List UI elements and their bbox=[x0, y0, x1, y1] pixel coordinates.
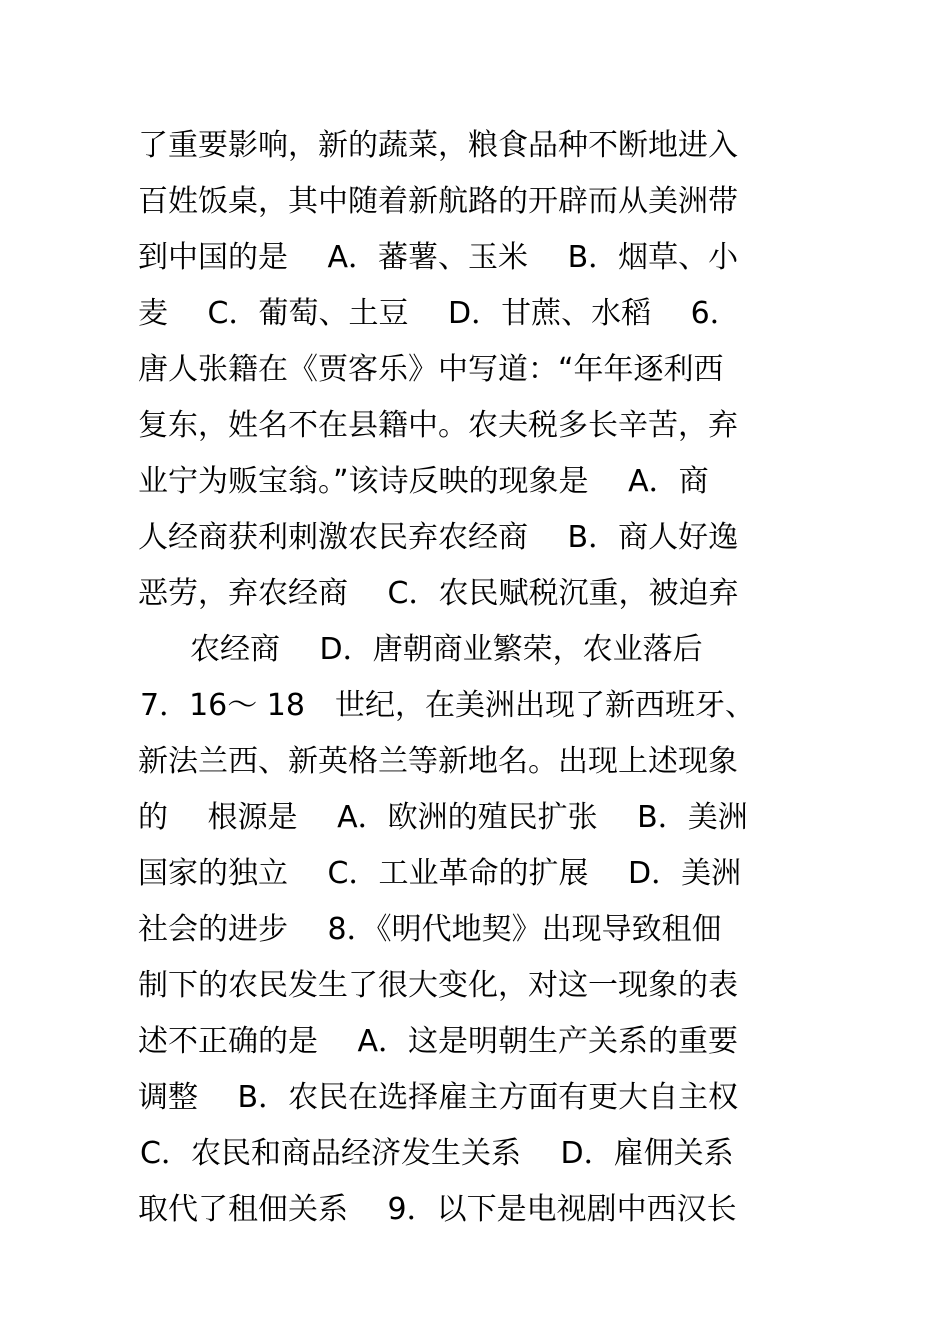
text-line-20: 取代了租佃关系 9．以下是电视剧中西汉长 bbox=[138, 1192, 737, 1227]
question-text-block bbox=[138, 118, 838, 1238]
text-line-13: 的 根源是 A．欧洲的殖民扩张 B．美洲 bbox=[138, 800, 748, 835]
text-line-14: 国家的独立 C．工业革命的扩展 D．美洲 bbox=[138, 856, 742, 891]
text-line-6: 复东，姓名不在县籍中。农夫税多长辛苦，弃 bbox=[138, 408, 738, 443]
text-line-17: 述不正确的是 A．这是明朝生产关系的重要 bbox=[138, 1024, 739, 1059]
text-line-4: 麦 C．葡萄、土豆 D．甘蔗、水稻 6． bbox=[138, 296, 740, 331]
text-line-10: 农经商 D．唐朝商业繁荣，农业落后 bbox=[190, 632, 703, 667]
text-line-19: C．农民和商品经济发生关系 D．雇佣关系 bbox=[140, 1136, 734, 1171]
text-line-12: 新法兰西、新英格兰等新地名。出现上述现象 bbox=[138, 744, 738, 779]
text-line-18: 调整 B．农民在选择雇主方面有更大自主权 bbox=[138, 1080, 739, 1115]
text-line-9: 恶劳，弃农经商 C．农民赋税沉重，被迫弃 bbox=[138, 576, 739, 611]
text-line-8: 人经商获利刺激农民弃农经商 B．商人好逸 bbox=[138, 520, 739, 555]
text-line-11: 7．16～ 18 世纪，在美洲出现了新西班牙、 bbox=[140, 688, 755, 723]
text-line-1: 了重要影响，新的蔬菜，粮食品种不断地进入 bbox=[138, 128, 738, 163]
text-line-2: 百姓饭桌，其中随着新航路的开辟而从美洲带 bbox=[138, 184, 738, 219]
text-line-3: 到中国的是 A．蕃薯、玉米 B．烟草、小 bbox=[138, 240, 739, 275]
text-line-7: 业宁为贩宝翁。”该诗反映的现象是 A．商 bbox=[138, 464, 709, 499]
text-line-15: 社会的进步 8．《明代地契》出现导致租佃 bbox=[138, 912, 722, 947]
text-line-16: 制下的农民发生了很大变化，对这一现象的表 bbox=[138, 968, 738, 1003]
text-line-5: 唐人张籍在《贾客乐》中写道：“年年逐利西 bbox=[138, 352, 724, 387]
